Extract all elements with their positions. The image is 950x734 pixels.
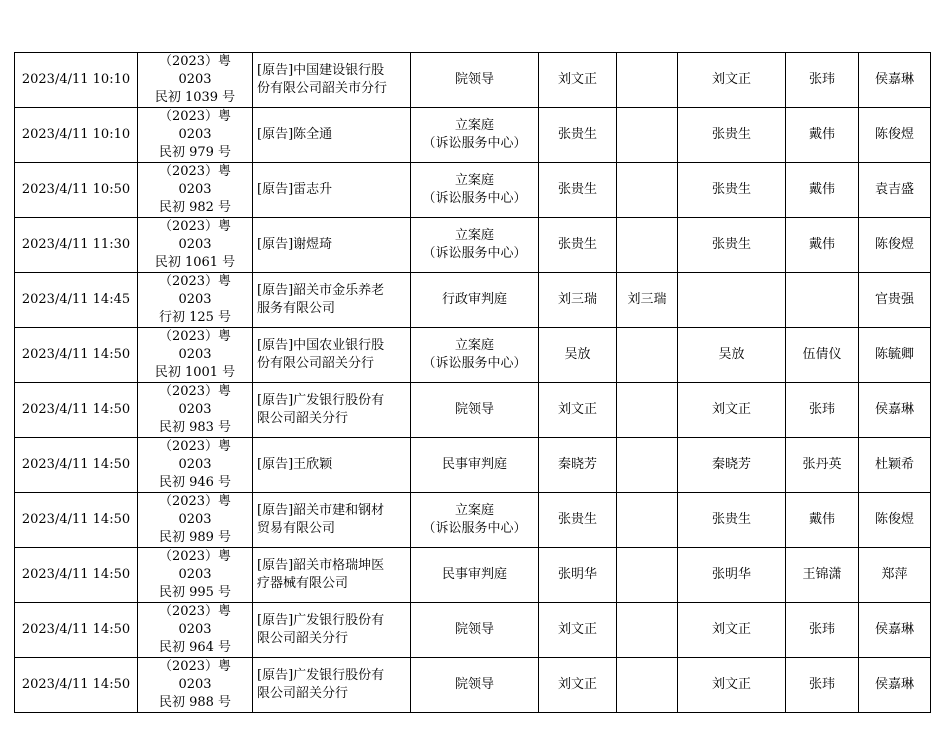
party-line: 疗器械有限公司 xyxy=(257,576,349,591)
table-row xyxy=(15,163,931,218)
table-row xyxy=(15,383,931,438)
judge-cell: 吴放 xyxy=(539,328,617,383)
case-number-cell xyxy=(138,438,253,493)
party-line: 份有限公司韶关分行 xyxy=(257,356,375,371)
case-number-cell xyxy=(138,603,253,658)
table-row xyxy=(15,493,931,548)
case-number-line: 民初 983 号 xyxy=(158,420,232,435)
case-number-line: 民初 946 号 xyxy=(158,475,232,490)
party-cell xyxy=(253,603,411,658)
department-line: 行政审判庭 xyxy=(441,292,507,307)
case-number-line: 民初 982 号 xyxy=(158,200,232,215)
presiding-judge-cell: 刘三瑞 xyxy=(617,273,678,328)
party-line: [原告]广发银行股份有 xyxy=(257,668,385,683)
presiding-judge-cell xyxy=(617,383,678,438)
case-number-cell xyxy=(138,658,253,713)
clerk-cell: 陈俊煜 xyxy=(859,218,931,273)
panel-member-cell: 戴伟 xyxy=(786,163,859,218)
clerk-cell: 官贵强 xyxy=(859,273,931,328)
case-number-cell xyxy=(138,548,253,603)
case-number-line: （2023）粤 0203 xyxy=(158,604,232,637)
clerk-cell: 陈毓卿 xyxy=(859,328,931,383)
clerk-cell: 侯嘉琳 xyxy=(859,53,931,108)
department-line: 民事审判庭 xyxy=(441,457,507,472)
department-line: 院领导 xyxy=(454,622,494,637)
department-cell xyxy=(411,658,539,713)
party-line: [原告]陈全通 xyxy=(257,127,333,142)
party-cell xyxy=(253,163,411,218)
chief-judge-cell: 张明华 xyxy=(678,548,786,603)
case-number-line: （2023）粤 0203 xyxy=(158,494,232,527)
party-line: [原告]广发银行股份有 xyxy=(257,613,385,628)
clerk-cell: 陈俊煜 xyxy=(859,493,931,548)
hearing-time-cell: 2023/4/11 14:45 xyxy=(15,273,138,328)
department-cell xyxy=(411,383,539,438)
judge-cell: 刘三瑞 xyxy=(539,273,617,328)
hearing-time-cell: 2023/4/11 14:50 xyxy=(15,658,138,713)
presiding-judge-cell xyxy=(617,163,678,218)
clerk-cell: 郑萍 xyxy=(859,548,931,603)
department-line: （诉讼服务中心） xyxy=(422,521,527,536)
party-cell xyxy=(253,658,411,713)
chief-judge-cell: 张贵生 xyxy=(678,163,786,218)
hearing-time-cell: 2023/4/11 14:50 xyxy=(15,328,138,383)
party-line: 限公司韶关分行 xyxy=(257,631,349,646)
presiding-judge-cell xyxy=(617,658,678,713)
clerk-cell: 侯嘉琳 xyxy=(859,658,931,713)
hearing-time-cell: 2023/4/11 14:50 xyxy=(15,603,138,658)
department-line: 院领导 xyxy=(454,72,494,87)
case-number-cell xyxy=(138,493,253,548)
case-number-line: 民初 1061 号 xyxy=(154,255,236,270)
case-number-line: （2023）粤 0203 xyxy=(158,439,232,472)
department-cell xyxy=(411,548,539,603)
panel-member-cell: 张玮 xyxy=(786,383,859,438)
table-row xyxy=(15,328,931,383)
department-line: （诉讼服务中心） xyxy=(422,356,527,371)
table-row xyxy=(15,438,931,493)
table-row xyxy=(15,273,931,328)
department-cell xyxy=(411,328,539,383)
chief-judge-cell: 吴放 xyxy=(678,328,786,383)
department-cell xyxy=(411,273,539,328)
judge-cell: 张贵生 xyxy=(539,163,617,218)
hearing-schedule-table xyxy=(14,52,931,713)
case-number-line: 民初 1001 号 xyxy=(154,365,236,380)
presiding-judge-cell xyxy=(617,108,678,163)
case-number-line: （2023）粤 0203 xyxy=(158,109,232,142)
party-line: 服务有限公司 xyxy=(257,301,336,316)
judge-cell: 张贵生 xyxy=(539,493,617,548)
clerk-cell: 袁吉盛 xyxy=(859,163,931,218)
party-cell xyxy=(253,383,411,438)
panel-member-cell: 张玮 xyxy=(786,603,859,658)
clerk-cell: 侯嘉琳 xyxy=(859,383,931,438)
party-cell xyxy=(253,53,411,108)
judge-cell: 刘文正 xyxy=(539,603,617,658)
judge-cell: 秦晓芳 xyxy=(539,438,617,493)
presiding-judge-cell xyxy=(617,328,678,383)
case-number-line: （2023）粤 0203 xyxy=(158,54,232,87)
party-cell xyxy=(253,218,411,273)
party-line: [原告]中国农业银行股 xyxy=(257,338,385,353)
case-number-line: （2023）粤 0203 xyxy=(158,219,232,252)
chief-judge-cell: 张贵生 xyxy=(678,493,786,548)
chief-judge-cell: 秦晓芳 xyxy=(678,438,786,493)
case-number-line: 民初 989 号 xyxy=(158,530,232,545)
party-line: 份有限公司韶关市分行 xyxy=(257,81,388,96)
case-number-line: （2023）粤 0203 xyxy=(158,549,232,582)
case-number-cell xyxy=(138,383,253,438)
department-line: 立案庭 xyxy=(454,503,494,518)
presiding-judge-cell xyxy=(617,603,678,658)
hearing-time-cell: 2023/4/11 14:50 xyxy=(15,438,138,493)
judge-cell: 刘文正 xyxy=(539,658,617,713)
table-row xyxy=(15,548,931,603)
department-line: 立案庭 xyxy=(454,173,494,188)
case-number-line: （2023）粤 0203 xyxy=(158,659,232,692)
party-cell xyxy=(253,438,411,493)
chief-judge-cell: 张贵生 xyxy=(678,108,786,163)
department-line: 民事审判庭 xyxy=(441,567,507,582)
party-cell xyxy=(253,273,411,328)
panel-member-cell: 戴伟 xyxy=(786,218,859,273)
panel-member-cell: 王锦潇 xyxy=(786,548,859,603)
department-line: 立案庭 xyxy=(454,338,494,353)
party-cell xyxy=(253,328,411,383)
panel-member-cell: 张玮 xyxy=(786,658,859,713)
case-number-cell xyxy=(138,163,253,218)
case-number-line: （2023）粤 0203 xyxy=(158,164,232,197)
judge-cell: 刘文正 xyxy=(539,383,617,438)
panel-member-cell xyxy=(786,273,859,328)
judge-cell: 刘文正 xyxy=(539,53,617,108)
department-cell xyxy=(411,438,539,493)
chief-judge-cell xyxy=(678,273,786,328)
presiding-judge-cell xyxy=(617,53,678,108)
department-cell xyxy=(411,218,539,273)
case-number-cell xyxy=(138,273,253,328)
judge-cell: 张贵生 xyxy=(539,108,617,163)
party-line: [原告]韶关市建和钢材 xyxy=(257,503,385,518)
table-row xyxy=(15,603,931,658)
department-cell xyxy=(411,53,539,108)
hearing-time-cell: 2023/4/11 14:50 xyxy=(15,493,138,548)
party-cell xyxy=(253,548,411,603)
panel-member-cell: 伍倩仪 xyxy=(786,328,859,383)
case-number-line: 民初 1039 号 xyxy=(154,90,236,105)
party-line: 限公司韶关分行 xyxy=(257,411,349,426)
party-line: [原告]王欣颖 xyxy=(257,457,333,472)
panel-member-cell: 张玮 xyxy=(786,53,859,108)
case-number-line: 民初 995 号 xyxy=(158,585,232,600)
table-body xyxy=(15,53,931,713)
department-line: （诉讼服务中心） xyxy=(422,191,527,206)
hearing-time-cell: 2023/4/11 10:50 xyxy=(15,163,138,218)
department-cell xyxy=(411,603,539,658)
clerk-cell: 侯嘉琳 xyxy=(859,603,931,658)
chief-judge-cell: 刘文正 xyxy=(678,603,786,658)
party-line: 限公司韶关分行 xyxy=(257,686,349,701)
case-number-line: 行初 125 号 xyxy=(158,310,232,325)
table-row xyxy=(15,53,931,108)
chief-judge-cell: 张贵生 xyxy=(678,218,786,273)
party-line: [原告]韶关市金乐养老 xyxy=(257,283,385,298)
judge-cell: 张贵生 xyxy=(539,218,617,273)
presiding-judge-cell xyxy=(617,548,678,603)
hearing-time-cell: 2023/4/11 14:50 xyxy=(15,383,138,438)
party-cell xyxy=(253,493,411,548)
panel-member-cell: 戴伟 xyxy=(786,108,859,163)
panel-member-cell: 戴伟 xyxy=(786,493,859,548)
department-line: 立案庭 xyxy=(454,228,494,243)
hearing-time-cell: 2023/4/11 10:10 xyxy=(15,53,138,108)
case-number-cell xyxy=(138,53,253,108)
case-number-cell xyxy=(138,218,253,273)
case-number-cell xyxy=(138,108,253,163)
clerk-cell: 陈俊煜 xyxy=(859,108,931,163)
party-cell xyxy=(253,108,411,163)
case-number-line: （2023）粤 0203 xyxy=(158,329,232,362)
case-number-line: （2023）粤 0203 xyxy=(158,384,232,417)
department-line: 立案庭 xyxy=(454,118,494,133)
party-line: 贸易有限公司 xyxy=(257,521,336,536)
department-cell xyxy=(411,163,539,218)
table-row xyxy=(15,108,931,163)
chief-judge-cell: 刘文正 xyxy=(678,383,786,438)
department-line: （诉讼服务中心） xyxy=(422,136,527,151)
table-row xyxy=(15,218,931,273)
party-line: [原告]谢煜琦 xyxy=(257,237,333,252)
department-cell xyxy=(411,493,539,548)
case-number-cell xyxy=(138,328,253,383)
chief-judge-cell: 刘文正 xyxy=(678,658,786,713)
case-number-line: 民初 964 号 xyxy=(158,640,232,655)
party-line: [原告]雷志升 xyxy=(257,182,333,197)
chief-judge-cell: 刘文正 xyxy=(678,53,786,108)
party-line: [原告]韶关市格瑞坤医 xyxy=(257,558,385,573)
department-cell xyxy=(411,108,539,163)
department-line: （诉讼服务中心） xyxy=(422,246,527,261)
panel-member-cell: 张丹英 xyxy=(786,438,859,493)
department-line: 院领导 xyxy=(454,402,494,417)
judge-cell: 张明华 xyxy=(539,548,617,603)
case-number-line: （2023）粤 0203 xyxy=(158,274,232,307)
hearing-time-cell: 2023/4/11 10:10 xyxy=(15,108,138,163)
party-line: [原告]中国建设银行股 xyxy=(257,63,385,78)
presiding-judge-cell xyxy=(617,218,678,273)
clerk-cell: 杜颖希 xyxy=(859,438,931,493)
department-line: 院领导 xyxy=(454,677,494,692)
presiding-judge-cell xyxy=(617,438,678,493)
hearing-time-cell: 2023/4/11 11:30 xyxy=(15,218,138,273)
hearing-time-cell: 2023/4/11 14:50 xyxy=(15,548,138,603)
presiding-judge-cell xyxy=(617,493,678,548)
case-number-line: 民初 988 号 xyxy=(158,695,232,710)
table-row xyxy=(15,658,931,713)
case-number-line: 民初 979 号 xyxy=(158,145,232,160)
party-line: [原告]广发银行股份有 xyxy=(257,393,385,408)
